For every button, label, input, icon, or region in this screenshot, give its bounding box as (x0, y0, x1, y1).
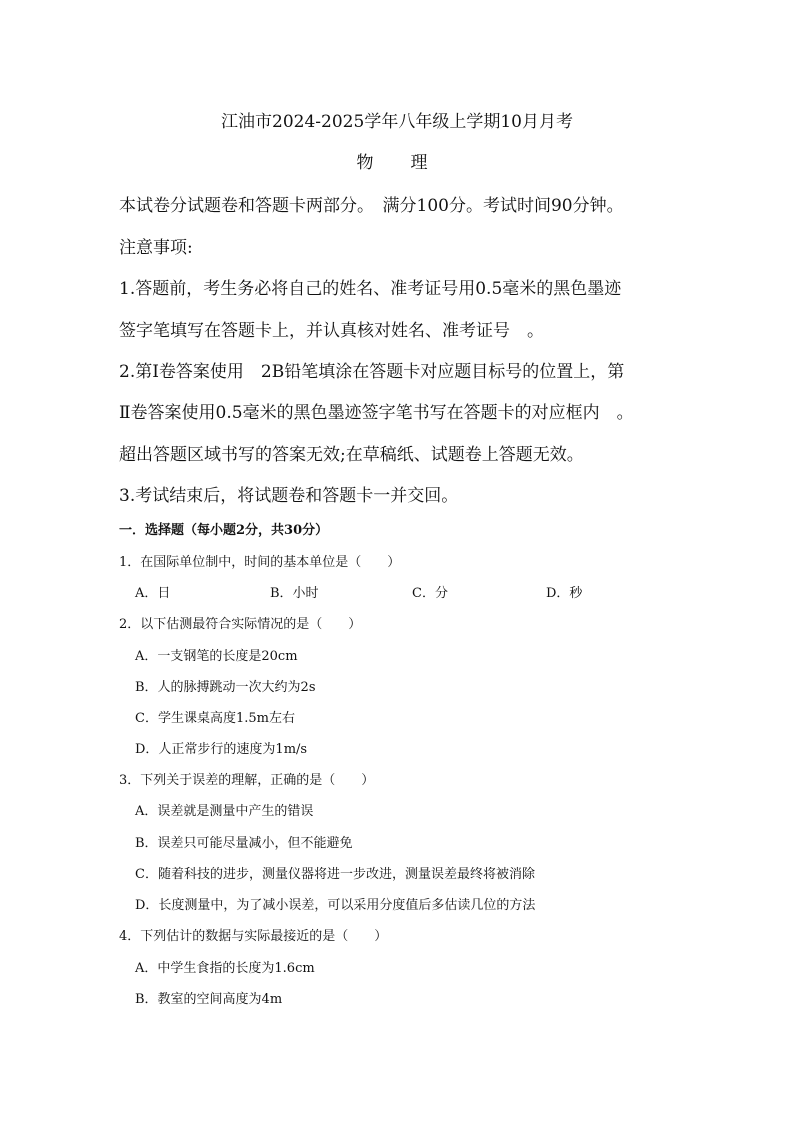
option: A．中学生食指的长度为1.6cm (135, 961, 315, 976)
option: C．分 (412, 586, 448, 601)
option: A．一支钢笔的长度是20cm (135, 649, 298, 664)
question-text: 1．在国际单位制中，时间的基本单位是（ ） (119, 555, 401, 570)
question-text: 3．下列关于误差的理解，正确的是（ ） (119, 773, 375, 788)
option: D．人正常步行的速度为1m/s (135, 742, 308, 757)
notice-line: 超出答题区域书写的答案无效;在草稿纸、试题卷上答题无效。 (119, 445, 584, 465)
notice-line: 1.答题前，考生务必将自己的姓名、准考证号用0.5毫米的黑色墨迹 (119, 279, 622, 299)
option: D．长度测量中，为了减小误差，可以采用分度值后多估读几位的方法 (135, 898, 536, 913)
option: D．秒 (546, 586, 583, 601)
option: B．人的脉搏跳动一次大约为2s (135, 680, 316, 695)
exam-title: 江油市2024-2025学年八年级上学期10月月考 (221, 112, 573, 132)
option: A．误差就是测量中产生的错误 (135, 804, 314, 819)
option: B．小时 (270, 586, 319, 601)
option: C．学生课桌高度1.5m左右 (135, 711, 295, 726)
notice-heading: 注意事项: (119, 238, 193, 258)
option: B．误差只可能尽量减小，但不能避免 (135, 836, 353, 851)
exam-intro: 本试卷分试题卷和答题卡两部分。 满分100分。考试时间90分钟。 (119, 196, 624, 216)
notice-line: 2.第Ⅰ卷答案使用 2B铅笔填涂在答题卡对应题目标号的位置上，第 (119, 362, 625, 382)
notice-line: 3.考试结束后，将试题卷和答题卡一并交回。 (119, 486, 459, 506)
option: A．日 (135, 586, 171, 601)
question-text: 2．以下估测最符合实际情况的是（ ） (119, 617, 362, 632)
notice-line: Ⅱ卷答案使用0.5毫米的黑色墨迹签字笔书写在答题卡的对应框内 。 (119, 403, 634, 423)
notice-line: 签字笔填写在答题卡上，并认真核对姓名、准考证号 。 (119, 321, 544, 341)
section-heading: 一．选择题（每小题2分，共30分） (119, 523, 329, 538)
question-text: 4．下列估计的数据与实际最接近的是（ ） (119, 929, 388, 944)
option: C．随着科技的进步，测量仪器将进一步改进，测量误差最终将被消除 (135, 867, 535, 882)
exam-subject: 物 理 (356, 153, 438, 173)
option: B．教室的空间高度为4m (135, 992, 283, 1007)
